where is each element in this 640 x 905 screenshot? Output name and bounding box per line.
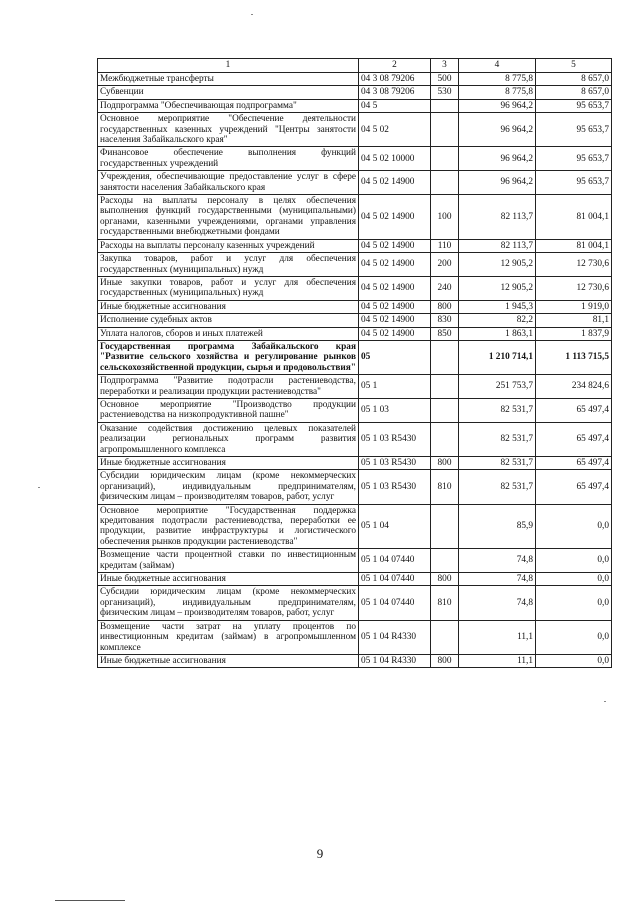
cell-expense-type: 830 (431, 314, 459, 327)
cell-value-col5: 234 824,6 (536, 375, 612, 399)
cell-value-col5: 65 497,4 (536, 470, 612, 504)
table-row (98, 276, 612, 300)
cell-value-col5: 65 497,4 (536, 398, 612, 422)
cell-value-col4: 1 210 714,1 (459, 340, 536, 374)
cell-code: 04 3 08 79206 (359, 86, 431, 99)
cell-expense-type: 500 (431, 73, 459, 86)
cell-code: 04 5 02 14900 (359, 314, 431, 327)
cell-value-col4: 12 905,2 (459, 253, 536, 277)
cell-expense-type: 800 (431, 654, 459, 667)
cell-name: Иные бюджетные ассигнования (98, 573, 359, 586)
cell-code: 04 3 08 79206 (359, 73, 431, 86)
cell-name: Межбюджетные трансферты (98, 73, 359, 86)
table-row (98, 239, 612, 252)
cell-code: 05 1 03 R5430 (359, 457, 431, 470)
cell-name: Подпрограмма "Развитие подотрасли растениеводства, переработки и реализации продукции растениеводства" (98, 375, 359, 399)
cell-value-col5: 0,0 (536, 573, 612, 586)
cell-value-col4: 74,8 (459, 586, 536, 620)
cell-value-col5: 8 657,0 (536, 86, 612, 99)
cell-expense-type: 110 (431, 239, 459, 252)
cell-value-col4: 96 964,2 (459, 113, 536, 147)
cell-expense-type: 800 (431, 573, 459, 586)
cell-value-col5: 65 497,4 (536, 457, 612, 470)
header-col-5: 5 (536, 59, 612, 73)
cell-name: Исполнение судебных актов (98, 314, 359, 327)
cell-name: Закупка товаров, работ и услуг для обеспечения государственных (муниципальных) нужд (98, 253, 359, 277)
table-header (98, 59, 612, 73)
cell-name: Уплата налогов, сборов и иных платежей (98, 327, 359, 340)
cell-code: 05 1 04 R4330 (359, 654, 431, 667)
cell-expense-type: 810 (431, 470, 459, 504)
cell-code: 04 5 02 14900 (359, 195, 431, 240)
cell-value-col4: 1 945,3 (459, 300, 536, 313)
cell-expense-type: 200 (431, 253, 459, 277)
cell-name: Финансовое обеспечение выполнения функций государственных учреждений (98, 147, 359, 171)
table-row (98, 573, 612, 586)
cell-value-col5: 81 004,1 (536, 195, 612, 240)
cell-value-col4: 82,2 (459, 314, 536, 327)
cell-code: 05 1 03 (359, 398, 431, 422)
cell-name: Субвенции (98, 86, 359, 99)
cell-expense-type (431, 398, 459, 422)
cell-value-col5: 95 653,7 (536, 171, 612, 195)
cell-value-col5: 81 004,1 (536, 239, 612, 252)
cell-value-col5: 0,0 (536, 654, 612, 667)
cell-expense-type: 850 (431, 327, 459, 340)
cell-value-col5: 8 657,0 (536, 73, 612, 86)
table-row (98, 300, 612, 313)
cell-value-col4: 82 531,7 (459, 398, 536, 422)
cell-code: 05 1 03 R5430 (359, 422, 431, 456)
table-row (98, 327, 612, 340)
cell-code: 04 5 (359, 99, 431, 112)
table-row (98, 73, 612, 86)
cell-value-col4: 74,8 (459, 549, 536, 573)
table-row (98, 375, 612, 399)
cell-value-col4: 8 775,8 (459, 86, 536, 99)
table-row (98, 470, 612, 504)
cell-expense-type (431, 147, 459, 171)
cell-code: 05 1 (359, 375, 431, 399)
cell-expense-type: 810 (431, 586, 459, 620)
cell-value-col4: 1 863,1 (459, 327, 536, 340)
cell-name: Возмещение части процентной ставки по инвестиционным кредитам (займам) (98, 549, 359, 573)
cell-value-col5: 81,1 (536, 314, 612, 327)
cell-value-col4: 12 905,2 (459, 276, 536, 300)
cell-value-col5: 0,0 (536, 586, 612, 620)
cell-expense-type: 530 (431, 86, 459, 99)
table-row (98, 620, 612, 654)
cell-value-col5: 65 497,4 (536, 422, 612, 456)
cell-name: Основное мероприятие "Производство продукции растениеводства на низкопродуктивной пашне" (98, 398, 359, 422)
cell-name: Субсидии юридическим лицам (кроме некоммерческих организаций), индивидуальным предпринимателям, физическим лицам – производителям товаров, работ, услуг (98, 586, 359, 620)
cell-expense-type (431, 549, 459, 573)
cell-name: Оказание содействия достижению целевых показателей реализации региональных программ развития агропромышленного комплекса (98, 422, 359, 456)
cell-code: 05 1 04 07440 (359, 549, 431, 573)
cell-value-col5: 95 653,7 (536, 113, 612, 147)
cell-code: 04 5 02 14900 (359, 327, 431, 340)
budget-table (97, 58, 612, 668)
table-row (98, 314, 612, 327)
cell-value-col4: 11,1 (459, 654, 536, 667)
cell-code: 05 1 04 07440 (359, 573, 431, 586)
header-col-2: 2 (359, 59, 431, 73)
table-row (98, 398, 612, 422)
table-body (98, 73, 612, 668)
page-number: 9 (316, 846, 324, 861)
cell-value-col4: 96 964,2 (459, 171, 536, 195)
cell-code: 04 5 02 (359, 113, 431, 147)
table-row (98, 113, 612, 147)
cell-code: 04 5 02 14900 (359, 276, 431, 300)
cell-name: Расходы на выплаты персоналу в целях обеспечения выполнения функций государственными (муниципальными) органами, казенными учреждениями, органами управления государственными внебюджетными фондами (98, 195, 359, 240)
table-row (98, 171, 612, 195)
cell-code: 04 5 02 14900 (359, 300, 431, 313)
table-row (98, 586, 612, 620)
table-row (98, 147, 612, 171)
footer-rule (55, 900, 125, 901)
cell-code: 05 (359, 340, 431, 374)
cell-value-col5: 0,0 (536, 549, 612, 573)
cell-name: Расходы на выплаты персоналу казенных учреждений (98, 239, 359, 252)
table-row (98, 422, 612, 456)
cell-value-col5: 0,0 (536, 504, 612, 549)
cell-expense-type: 240 (431, 276, 459, 300)
header-col-1: 1 (98, 59, 359, 73)
cell-expense-type: 800 (431, 457, 459, 470)
cell-code: 04 5 02 14900 (359, 239, 431, 252)
cell-name: Иные бюджетные ассигнования (98, 300, 359, 313)
header-col-4: 4 (459, 59, 536, 73)
cell-code: 05 1 04 07440 (359, 586, 431, 620)
cell-value-col5: 12 730,6 (536, 253, 612, 277)
cell-value-col5: 95 653,7 (536, 147, 612, 171)
table-row (98, 86, 612, 99)
table-row (98, 99, 612, 112)
cell-value-col4: 85,9 (459, 504, 536, 549)
cell-expense-type: 800 (431, 300, 459, 313)
cell-name: Субсидии юридическим лицам (кроме некоммерческих организаций), индивидуальным предпринимателям, физическим лицам – производителям товаров, работ, услуг (98, 470, 359, 504)
header-row (98, 59, 612, 73)
cell-value-col4: 82 531,7 (459, 470, 536, 504)
cell-code: 04 5 02 14900 (359, 171, 431, 195)
cell-expense-type (431, 340, 459, 374)
cell-name: Иные бюджетные ассигнования (98, 654, 359, 667)
cell-value-col5: 1 113 715,5 (536, 340, 612, 374)
cell-name: Иные закупки товаров, работ и услуг для обеспечения государственных (муниципальных) нужд (98, 276, 359, 300)
cell-expense-type (431, 99, 459, 112)
cell-value-col4: 8 775,8 (459, 73, 536, 86)
cell-code: 05 1 04 (359, 504, 431, 549)
cell-expense-type (431, 620, 459, 654)
scan-speck (604, 701, 606, 702)
cell-name: Учреждения, обеспечивающие предоставление услуг в сфере занятости населения Забайкальского края (98, 171, 359, 195)
cell-expense-type: 100 (431, 195, 459, 240)
cell-expense-type (431, 375, 459, 399)
table-row (98, 457, 612, 470)
cell-value-col4: 82 113,7 (459, 195, 536, 240)
table-row (98, 195, 612, 240)
cell-name: Основное мероприятие "Государственная поддержка кредитования подотрасли растениеводства, переработки ее продукции, развитие инфраструктуры и логистического обеспечения рынков продукции растениеводства" (98, 504, 359, 549)
cell-value-col4: 96 964,2 (459, 147, 536, 171)
cell-code: 04 5 02 14900 (359, 253, 431, 277)
table-row (98, 504, 612, 549)
cell-value-col5: 1 919,0 (536, 300, 612, 313)
cell-name: Основное мероприятие "Обеспечение деятельности государственных казенных учреждений "Центры занятости населения Забайкальского края" (98, 113, 359, 147)
cell-name: Иные бюджетные ассигнования (98, 457, 359, 470)
cell-expense-type (431, 113, 459, 147)
cell-name: Подпрограмма "Обеспечивающая подпрограмма" (98, 99, 359, 112)
cell-value-col4: 82 531,7 (459, 422, 536, 456)
cell-expense-type (431, 422, 459, 456)
cell-code: 05 1 04 R4330 (359, 620, 431, 654)
cell-expense-type (431, 171, 459, 195)
table-row (98, 253, 612, 277)
cell-code: 04 5 02 10000 (359, 147, 431, 171)
cell-code: 05 1 03 R5430 (359, 470, 431, 504)
cell-name: Государственная программа Забайкальского края "Развитие сельского хозяйства и регулирование рынков сельскохозяйственной продукции, сырья и продовольствия" (98, 340, 359, 374)
cell-value-col4: 96 964,2 (459, 99, 536, 112)
cell-value-col4: 82 531,7 (459, 457, 536, 470)
cell-value-col5: 95 653,7 (536, 99, 612, 112)
cell-value-col5: 1 837,9 (536, 327, 612, 340)
table-row (98, 654, 612, 667)
cell-value-col5: 0,0 (536, 620, 612, 654)
cell-value-col5: 12 730,6 (536, 276, 612, 300)
cell-expense-type (431, 504, 459, 549)
cell-value-col4: 82 113,7 (459, 239, 536, 252)
scan-speck (38, 487, 40, 488)
scan-speck (251, 14, 253, 15)
table-row (98, 549, 612, 573)
cell-value-col4: 11,1 (459, 620, 536, 654)
table-row (98, 340, 612, 374)
cell-value-col4: 251 753,7 (459, 375, 536, 399)
cell-name: Возмещение части затрат на уплату процентов по инвестиционным кредитам (займам) в агропромышленном комплексе (98, 620, 359, 654)
header-col-3: 3 (431, 59, 459, 73)
cell-value-col4: 74,8 (459, 573, 536, 586)
